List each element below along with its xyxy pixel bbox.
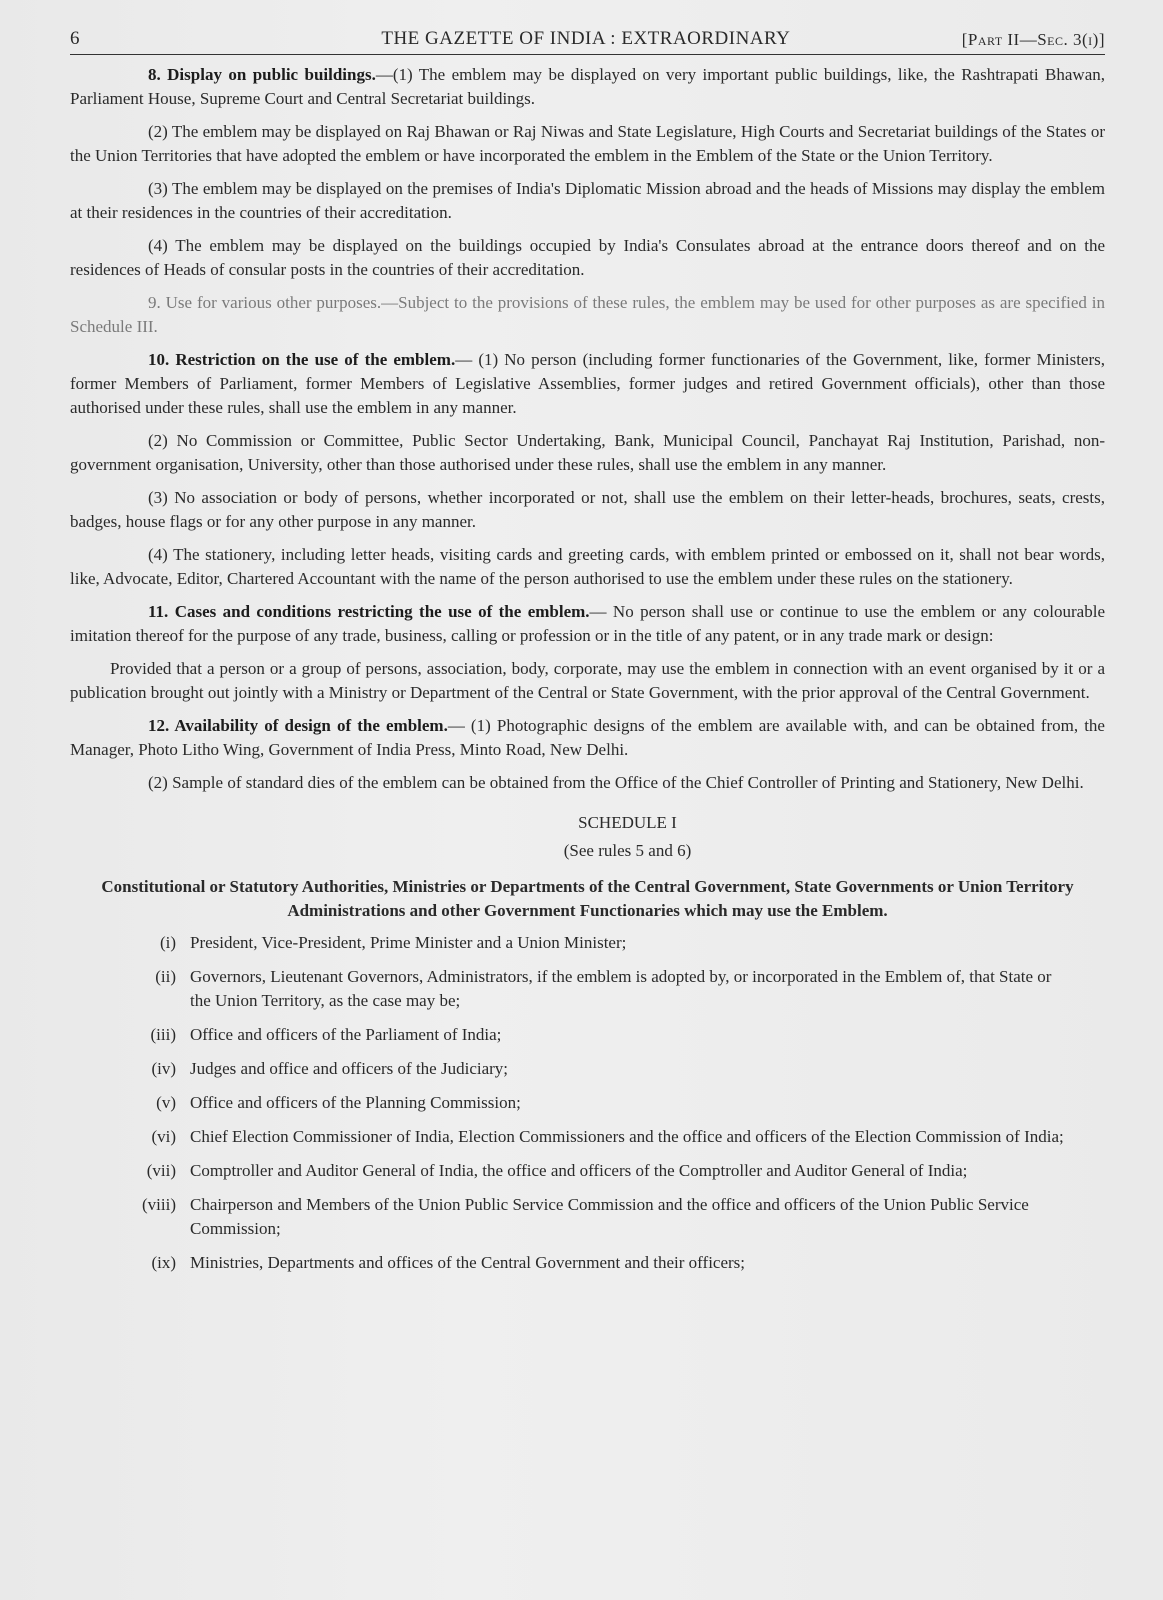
rule-8-1: 8. Display on public buildings.—(1) The emblem may be displayed on very important public buildings, like, the Rashtrapati Bhawan, Parliament House, Supreme Court and Central Secretariat buildings. xyxy=(70,65,1105,108)
list-item: (viii) Chairperson and Members of the Union Public Service Commission and the office and officers of the Union Public Service Commission; xyxy=(142,1195,1029,1238)
rule-11-proviso: Provided that a person or a group of persons, association, body, corporate, may use the emblem in connection with an event organised by it or a publication brought out jointly with a Ministry or Department of the Central or State Government, with the prior approval of the Central Government. xyxy=(70,659,1105,702)
schedule-list xyxy=(70,931,1105,1275)
rule-10-3: (3) No association or body of persons, whether incorporated or not, shall use the emblem on their letter-heads, brochures, seats, crests, badges, house flags or for any other purpose in any manner. xyxy=(70,488,1105,531)
rule-8-2: (2) The emblem may be displayed on Raj Bhawan or Raj Niwas and State Legislature, High Courts and Secretariat buildings of the States or the Union Territories that have adopted the emblem or have incorporated the emblem in the Emblem of the State or the Union Territory. xyxy=(70,122,1105,165)
page-header xyxy=(70,28,1105,55)
schedule-1 xyxy=(70,813,1105,1275)
part-section: [Part II—Sec. 3(i)] xyxy=(961,30,1105,49)
list-item: (ix) Ministries, Departments and offices of the Central Government and their officers; xyxy=(151,1253,746,1272)
rule-10-2: (2) No Commission or Committee, Public Sector Undertaking, Bank, Municipal Council, Panchayat Raj Institution, Parishad, non-government organisation, University, other than those authorised under these rules, shall use the emblem in any manner. xyxy=(70,431,1105,474)
schedule-subtitle: (See rules 5 and 6) xyxy=(563,841,692,860)
page-number: 6 xyxy=(70,28,80,49)
gazette-title: THE GAZETTE OF INDIA : EXTRAORDINARY xyxy=(381,28,791,49)
list-item: (iii) Office and officers of the Parliament of India; xyxy=(150,1025,502,1044)
list-item: (ii) Governors, Lieutenant Governors, Administrators, if the emblem is adopted by, or incorporated in the Emblem of, that State or the Union Territory, as the case may be; xyxy=(155,967,1052,1010)
rule-11: 11. Cases and conditions restricting the use of the emblem.— No person shall use or continue to use the emblem or any colourable imitation thereof for the purpose of any trade, business, calling or profession or in the title of any patent, or in any trade mark or design: xyxy=(70,602,1105,645)
list-item: (iv) Judges and office and officers of the Judiciary; xyxy=(151,1059,509,1078)
list-item: (i) President, Vice-President, Prime Minister and a Union Minister; xyxy=(159,933,627,952)
list-item: (v) Office and officers of the Planning Commission; xyxy=(156,1093,521,1112)
rule-9: 9. Use for various other purposes.—Subject to the provisions of these rules, the emblem may be used for other purposes as are specified in Schedule III. xyxy=(70,293,1105,336)
schedule-heading: Constitutional or Statutory Authorities, Ministries or Departments of the Central Government, State Governments or Union Territory Administrations and other Government Functionaries which may use the Emblem. xyxy=(101,877,1074,920)
list-item: (vii) Comptroller and Auditor General of India, the office and officers of the Comptroller and Auditor General of India; xyxy=(146,1161,968,1180)
list-item: (vi) Chief Election Commissioner of India, Election Commissioners and the office and officers of the Election Commission of India; xyxy=(151,1127,1064,1146)
rule-12-2: (2) Sample of standard dies of the emblem can be obtained from the Office of the Chief Controller of Printing and Stationery, New Delhi. xyxy=(148,773,1084,792)
rule-10-4: (4) The stationery, including letter heads, visiting cards and greeting cards, with emblem printed or embossed on it, shall not bear words, like, Advocate, Editor, Chartered Accountant with the name of the person authorised to use the emblem under these rules on the stationery. xyxy=(70,545,1105,588)
schedule-title: SCHEDULE I xyxy=(578,813,677,832)
rule-12-1: 12. Availability of design of the emblem.— (1) Photographic designs of the emblem are available with, and can be obtained from, the Manager, Photo Litho Wing, Government of India Press, Minto Road, New Delhi. xyxy=(70,716,1105,759)
rules-body xyxy=(70,63,1105,795)
rule-10-1: 10. Restriction on the use of the emblem.— (1) No person (including former functionaries of the Government, like, former Ministers, former Members of Parliament, former Members of Legislative Assemblies, former judges and retired Government officials), other than those authorised under these rules, shall use the emblem in any manner. xyxy=(70,350,1105,417)
rule-8-3: (3) The emblem may be displayed on the premises of India's Diplomatic Mission abroad and the heads of Missions may display the emblem at their residences in the countries of their accreditation. xyxy=(70,179,1105,222)
rule-8-4: (4) The emblem may be displayed on the buildings occupied by India's Consulates abroad at the entrance doors thereof and on the residences of Heads of consular posts in the countries of their accreditation. xyxy=(70,236,1105,279)
